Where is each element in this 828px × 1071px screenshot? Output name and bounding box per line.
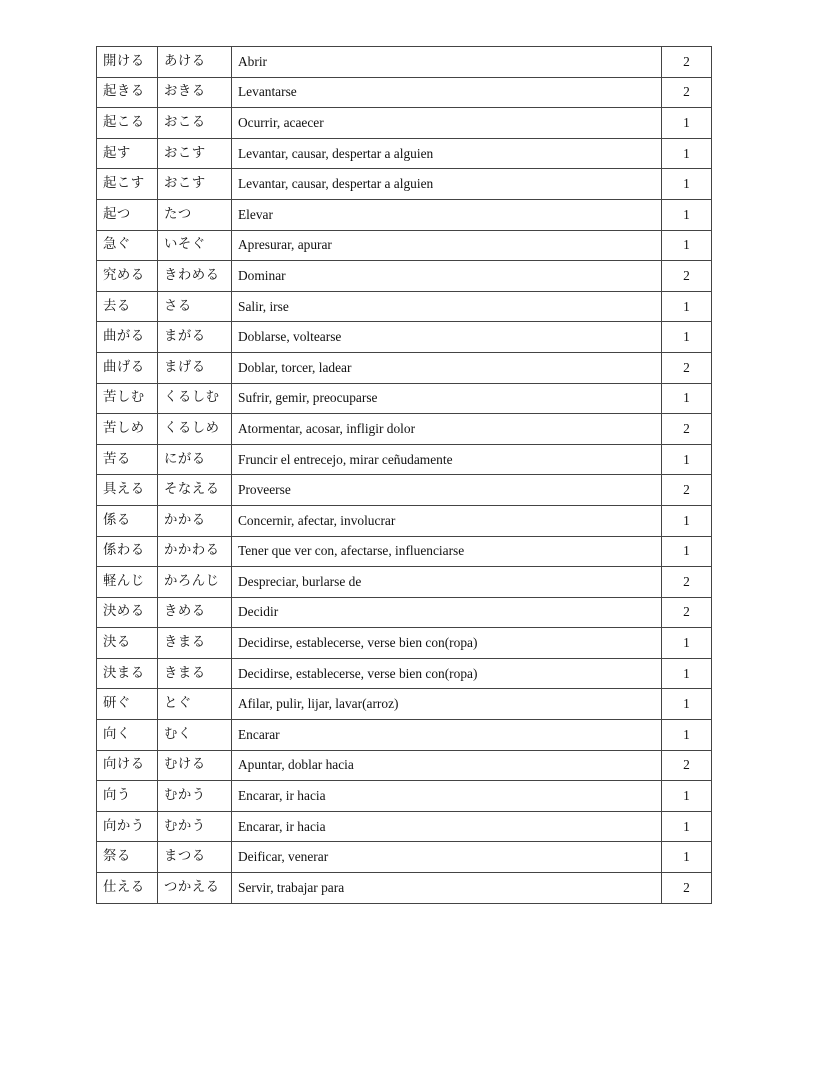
kanji-cell: 係る [97,505,158,536]
meaning-cell: Apuntar, doblar hacia [232,750,662,781]
table-row [97,842,712,873]
table-row [97,536,712,567]
meaning-cell: Servir, trabajar para [232,873,662,904]
meaning-cell: Abrir [232,47,662,78]
kanji-cell: 向う [97,781,158,812]
table-row [97,352,712,383]
kana-cell: いそぐ [158,230,232,261]
level-cell: 2 [662,750,712,781]
kanji-cell: 具える [97,475,158,506]
kana-cell: たつ [158,199,232,230]
meaning-cell: Decidirse, establecerse, verse bien con(ropa) [232,628,662,659]
kanji-cell: 決める [97,597,158,628]
kanji-cell: 向く [97,720,158,751]
meaning-cell: Levantar, causar, despertar a alguien [232,169,662,200]
level-cell: 1 [662,689,712,720]
kanji-cell: 軽んじ [97,567,158,598]
kana-cell: むく [158,720,232,751]
kana-cell: きめる [158,597,232,628]
meaning-cell: Salir, irse [232,291,662,322]
meaning-cell: Atormentar, acosar, infligir dolor [232,414,662,445]
kana-cell: おこる [158,108,232,139]
kana-cell: むかう [158,811,232,842]
level-cell: 2 [662,475,712,506]
kana-cell: むかう [158,781,232,812]
meaning-cell: Concernir, afectar, involucrar [232,505,662,536]
table-row [97,873,712,904]
meaning-cell: Decidirse, establecerse, verse bien con(ropa) [232,658,662,689]
vocabulary-table [96,46,712,904]
kana-cell: おきる [158,77,232,108]
kana-cell: くるしむ [158,383,232,414]
level-cell: 1 [662,505,712,536]
level-cell: 2 [662,597,712,628]
kanji-cell: 研ぐ [97,689,158,720]
level-cell: 1 [662,169,712,200]
level-cell: 1 [662,720,712,751]
table-row [97,199,712,230]
kanji-cell: 苦しむ [97,383,158,414]
meaning-cell: Doblarse, voltearse [232,322,662,353]
kana-cell: かかる [158,505,232,536]
table-row [97,138,712,169]
kanji-cell: 起こる [97,108,158,139]
level-cell: 2 [662,567,712,598]
level-cell: 2 [662,77,712,108]
kana-cell: そなえる [158,475,232,506]
meaning-cell: Levantarse [232,77,662,108]
meaning-cell: Tener que ver con, afectarse, influenciarse [232,536,662,567]
meaning-cell: Proveerse [232,475,662,506]
meaning-cell: Fruncir el entrecejo, mirar ceñudamente [232,444,662,475]
meaning-cell: Deificar, venerar [232,842,662,873]
kana-cell: くるしめ [158,414,232,445]
kana-cell: まがる [158,322,232,353]
kanji-cell: 苦る [97,444,158,475]
table-row [97,291,712,322]
level-cell: 2 [662,414,712,445]
table-row [97,567,712,598]
kana-cell: まつる [158,842,232,873]
kana-cell: にがる [158,444,232,475]
kanji-cell: 向かう [97,811,158,842]
kanji-cell: 起つ [97,199,158,230]
kana-cell: おこす [158,138,232,169]
kana-cell: きまる [158,628,232,659]
kanji-cell: 曲がる [97,322,158,353]
kana-cell: さる [158,291,232,322]
level-cell: 1 [662,781,712,812]
table-row [97,169,712,200]
level-cell: 1 [662,383,712,414]
meaning-cell: Apresurar, apurar [232,230,662,261]
kana-cell: きまる [158,658,232,689]
table-row [97,383,712,414]
level-cell: 1 [662,199,712,230]
kanji-cell: 曲げる [97,352,158,383]
table-row [97,77,712,108]
meaning-cell: Encarar, ir hacia [232,781,662,812]
table-row [97,475,712,506]
table-row [97,505,712,536]
kana-cell: むける [158,750,232,781]
level-cell: 1 [662,108,712,139]
level-cell: 1 [662,230,712,261]
meaning-cell: Encarar [232,720,662,751]
kanji-cell: 向ける [97,750,158,781]
level-cell: 2 [662,873,712,904]
kana-cell: きわめる [158,261,232,292]
kana-cell: あける [158,47,232,78]
table-row [97,597,712,628]
table-row [97,658,712,689]
kanji-cell: 祭る [97,842,158,873]
table-row [97,230,712,261]
vocabulary-table-body [97,47,712,904]
meaning-cell: Sufrir, gemir, preocuparse [232,383,662,414]
table-row [97,414,712,445]
kana-cell: かかわる [158,536,232,567]
kanji-cell: 去る [97,291,158,322]
level-cell: 1 [662,322,712,353]
meaning-cell: Decidir [232,597,662,628]
table-row [97,720,712,751]
kana-cell: つかえる [158,873,232,904]
meaning-cell: Dominar [232,261,662,292]
level-cell: 2 [662,47,712,78]
kanji-cell: 決まる [97,658,158,689]
table-row [97,47,712,78]
kanji-cell: 係わる [97,536,158,567]
level-cell: 1 [662,658,712,689]
kanji-cell: 起す [97,138,158,169]
level-cell: 1 [662,138,712,169]
table-row [97,689,712,720]
level-cell: 2 [662,352,712,383]
table-row [97,108,712,139]
kana-cell: とぐ [158,689,232,720]
table-row [97,444,712,475]
meaning-cell: Elevar [232,199,662,230]
table-row [97,261,712,292]
table-row [97,811,712,842]
level-cell: 1 [662,536,712,567]
table-row [97,750,712,781]
kanji-cell: 開ける [97,47,158,78]
level-cell: 1 [662,628,712,659]
meaning-cell: Levantar, causar, despertar a alguien [232,138,662,169]
meaning-cell: Afilar, pulir, lijar, lavar(arroz) [232,689,662,720]
kanji-cell: 急ぐ [97,230,158,261]
kanji-cell: 苦しめ [97,414,158,445]
meaning-cell: Encarar, ir hacia [232,811,662,842]
meaning-cell: Despreciar, burlarse de [232,567,662,598]
kanji-cell: 究める [97,261,158,292]
level-cell: 1 [662,291,712,322]
level-cell: 1 [662,811,712,842]
kanji-cell: 仕える [97,873,158,904]
kanji-cell: 起こす [97,169,158,200]
level-cell: 1 [662,444,712,475]
meaning-cell: Ocurrir, acaecer [232,108,662,139]
kanji-cell: 起きる [97,77,158,108]
kana-cell: まげる [158,352,232,383]
level-cell: 1 [662,842,712,873]
table-row [97,781,712,812]
level-cell: 2 [662,261,712,292]
table-row [97,322,712,353]
kanji-cell: 決る [97,628,158,659]
kana-cell: かろんじ [158,567,232,598]
meaning-cell: Doblar, torcer, ladear [232,352,662,383]
kana-cell: おこす [158,169,232,200]
table-row [97,628,712,659]
